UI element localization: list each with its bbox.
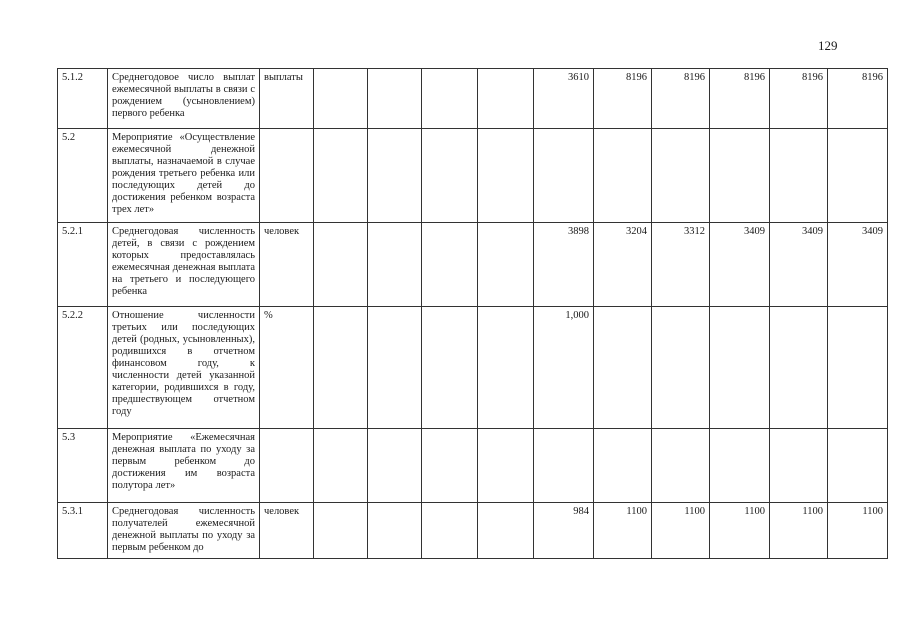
value-cell xyxy=(422,307,478,429)
row-unit xyxy=(260,129,314,223)
value-cell xyxy=(594,307,652,429)
value-cell xyxy=(594,429,652,503)
value-cell: 3409 xyxy=(828,223,888,307)
value-cell xyxy=(368,503,422,559)
row-description: Среднегодовое число выплат ежемесячной выплаты в связи с рождением (усыновлением) первого ребенка xyxy=(108,69,260,129)
value-cell xyxy=(368,129,422,223)
value-cell xyxy=(770,307,828,429)
value-cell xyxy=(534,429,594,503)
table-row xyxy=(58,223,888,307)
row-description: Мероприятие «Ежемесячная денежная выплата по уходу за первым ребенком до достижения им возраста полутора лет» xyxy=(108,429,260,503)
value-cell xyxy=(368,223,422,307)
value-cell xyxy=(770,429,828,503)
table-row xyxy=(58,69,888,129)
value-cell xyxy=(368,429,422,503)
value-cell xyxy=(314,429,368,503)
value-cell xyxy=(478,129,534,223)
value-cell xyxy=(652,429,710,503)
value-cell xyxy=(314,129,368,223)
table-row xyxy=(58,503,888,559)
value-cell xyxy=(652,129,710,223)
value-cell xyxy=(770,129,828,223)
value-cell: 8196 xyxy=(828,69,888,129)
value-cell xyxy=(422,129,478,223)
value-cell: 3898 xyxy=(534,223,594,307)
value-cell: 1,000 xyxy=(534,307,594,429)
value-cell xyxy=(422,223,478,307)
value-cell: 3610 xyxy=(534,69,594,129)
row-code: 5.3 xyxy=(58,429,108,503)
row-unit: человек xyxy=(260,503,314,559)
value-cell: 3409 xyxy=(770,223,828,307)
value-cell: 8196 xyxy=(710,69,770,129)
value-cell xyxy=(828,429,888,503)
value-cell: 8196 xyxy=(770,69,828,129)
value-cell xyxy=(478,307,534,429)
row-code: 5.2.2 xyxy=(58,307,108,429)
value-cell: 8196 xyxy=(652,69,710,129)
value-cell xyxy=(594,129,652,223)
value-cell xyxy=(314,307,368,429)
value-cell xyxy=(478,429,534,503)
value-cell xyxy=(422,429,478,503)
row-unit xyxy=(260,429,314,503)
row-code: 5.3.1 xyxy=(58,503,108,559)
value-cell xyxy=(652,307,710,429)
value-cell: 8196 xyxy=(594,69,652,129)
row-unit: % xyxy=(260,307,314,429)
value-cell xyxy=(828,307,888,429)
table-row xyxy=(58,307,888,429)
row-code: 5.2.1 xyxy=(58,223,108,307)
row-unit: выплаты xyxy=(260,69,314,129)
value-cell: 984 xyxy=(534,503,594,559)
value-cell: 1100 xyxy=(652,503,710,559)
value-cell xyxy=(828,129,888,223)
value-cell xyxy=(478,503,534,559)
indicators-table xyxy=(57,68,888,559)
row-description: Отношение численности третьих или последующих детей (родных, усыновленных), родившихся в отчетном финансовом году, к численности детей указанной категории, родившихся в году, предшествующем отчетном году xyxy=(108,307,260,429)
table-row xyxy=(58,429,888,503)
value-cell xyxy=(314,223,368,307)
page-number: 129 xyxy=(818,38,838,53)
row-description: Среднегодовая численность получателей ежемесячной денежной выплаты по уходу за первым ребенком до xyxy=(108,503,260,559)
value-cell: 1100 xyxy=(710,503,770,559)
value-cell xyxy=(478,223,534,307)
value-cell xyxy=(368,69,422,129)
value-cell xyxy=(478,69,534,129)
value-cell xyxy=(422,69,478,129)
value-cell: 1100 xyxy=(770,503,828,559)
value-cell: 3312 xyxy=(652,223,710,307)
row-description: Среднегодовая численность детей, в связи с рождением которых предоставлялась ежемесячная денежная выплата на третьего и последующего ребенка xyxy=(108,223,260,307)
value-cell xyxy=(314,69,368,129)
value-cell xyxy=(422,503,478,559)
value-cell xyxy=(314,503,368,559)
value-cell xyxy=(710,429,770,503)
value-cell xyxy=(534,129,594,223)
value-cell xyxy=(368,307,422,429)
value-cell: 1100 xyxy=(594,503,652,559)
value-cell: 1100 xyxy=(828,503,888,559)
value-cell xyxy=(710,307,770,429)
row-description: Мероприятие «Осуществление ежемесячной денежной выплаты, назначаемой в случае рождения третьего ребенка или последующих детей до достижения ребенком возраста трех лет» xyxy=(108,129,260,223)
row-unit: человек xyxy=(260,223,314,307)
value-cell: 3409 xyxy=(710,223,770,307)
row-code: 5.2 xyxy=(58,129,108,223)
table-row xyxy=(58,129,888,223)
value-cell xyxy=(710,129,770,223)
row-code: 5.1.2 xyxy=(58,69,108,129)
value-cell: 3204 xyxy=(594,223,652,307)
